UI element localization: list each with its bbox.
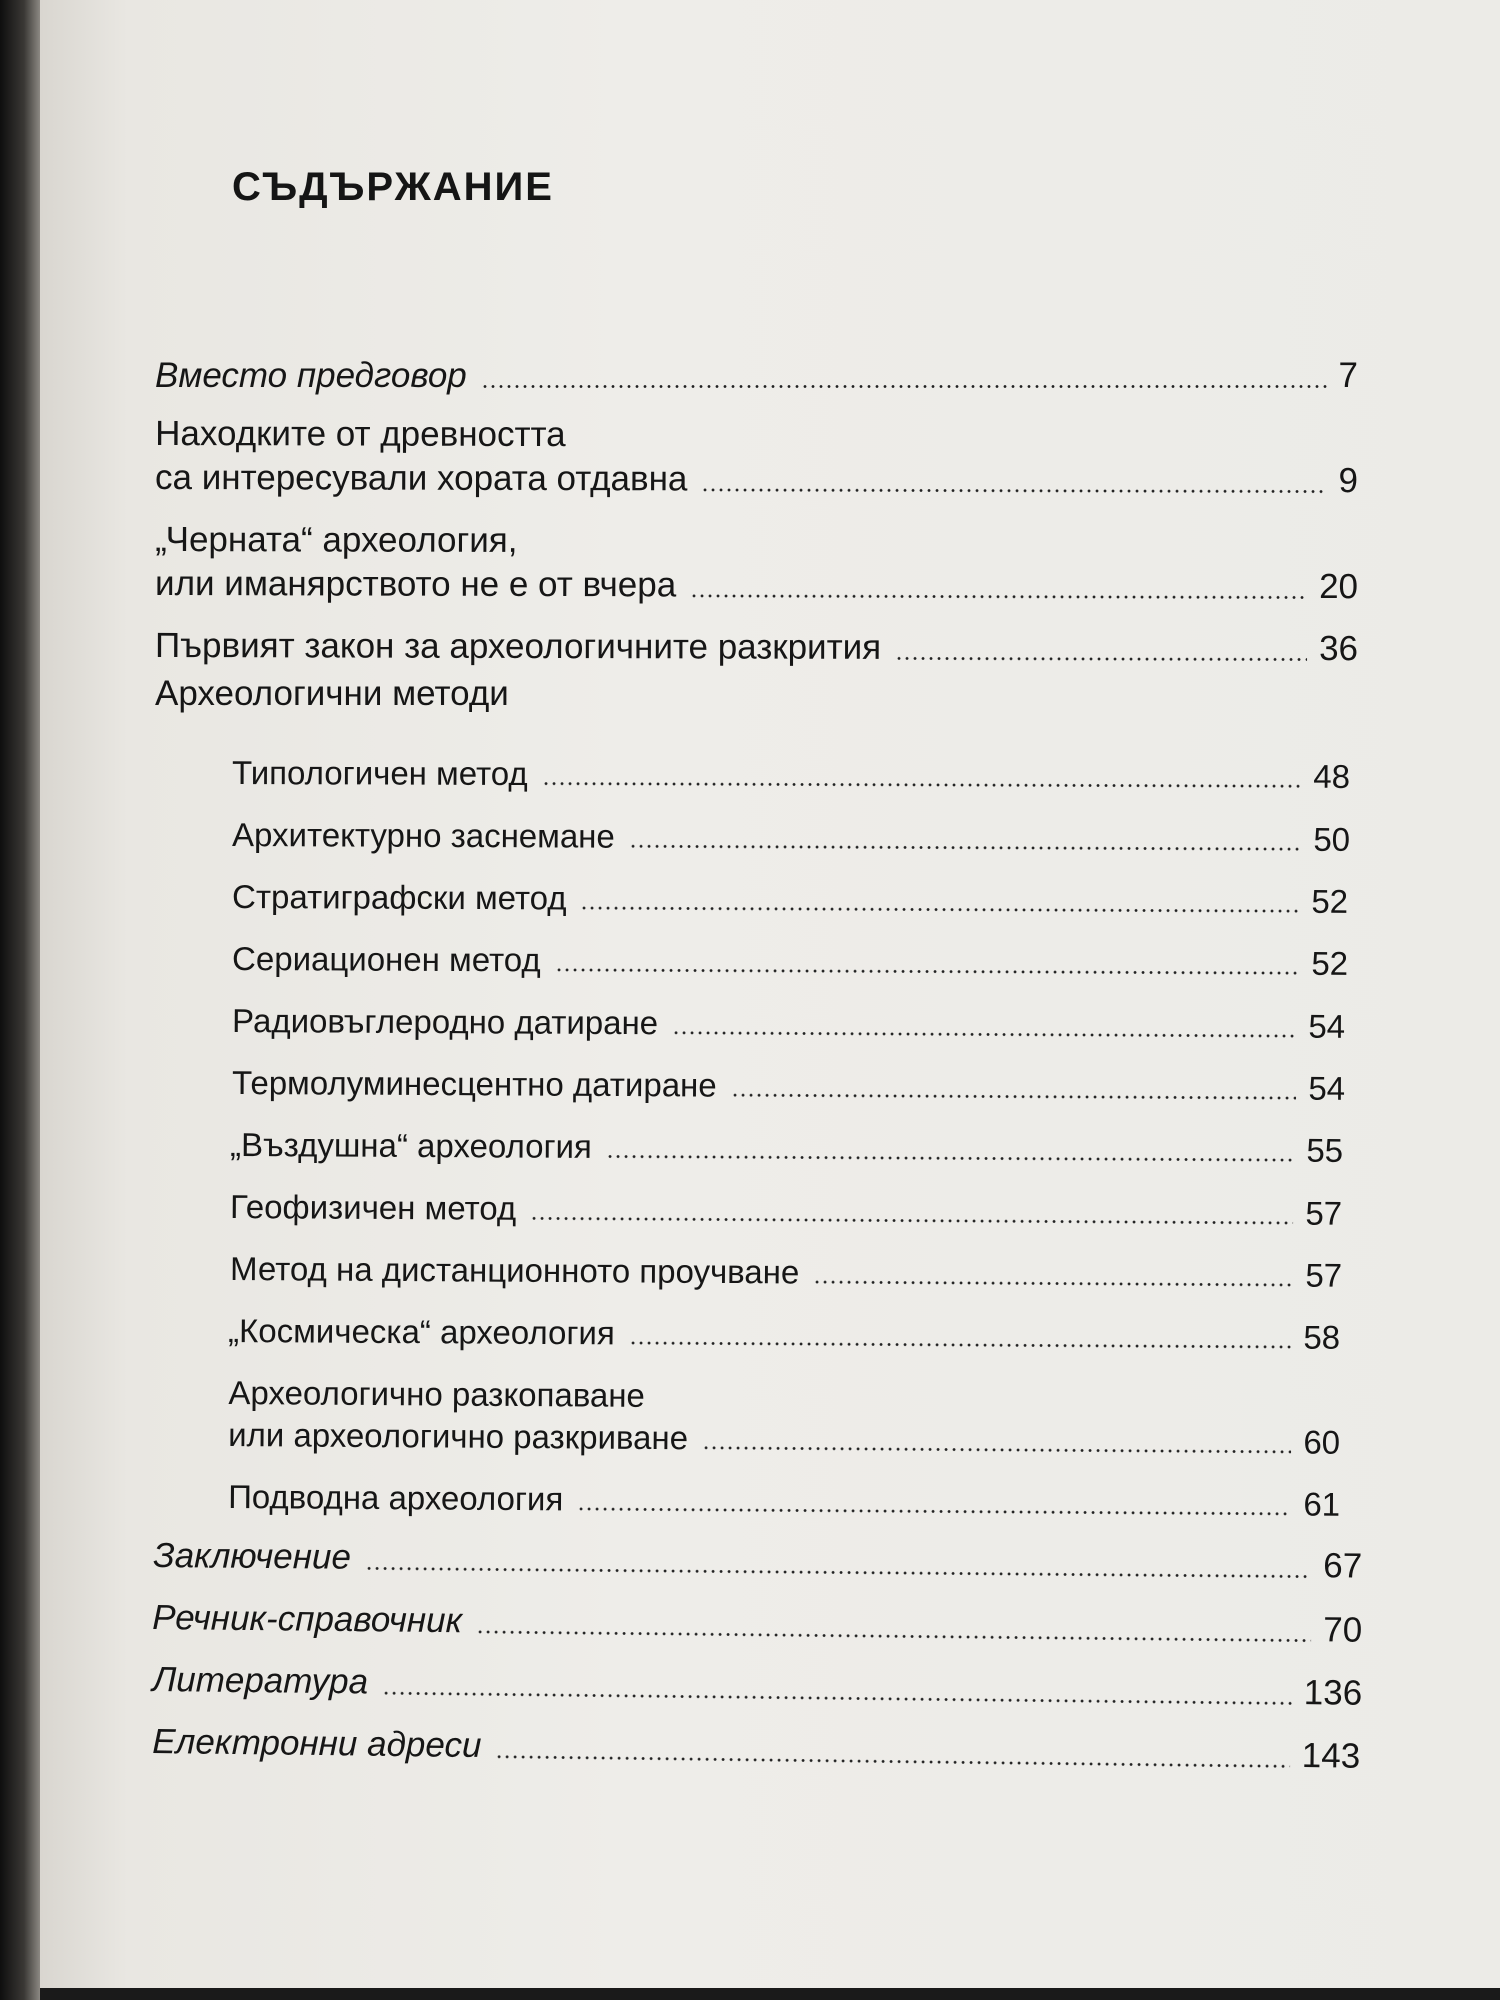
dot-leader <box>606 1155 1295 1162</box>
toc-page-number: 50 <box>1313 820 1351 858</box>
dot-leader <box>481 385 1327 388</box>
toc-entry <box>155 624 1358 671</box>
toc-entry-title: Подводна археология <box>228 1478 564 1518</box>
dot-leader <box>555 968 1300 974</box>
dot-leader <box>476 1630 1311 1642</box>
toc-page-number: 54 <box>1308 1069 1346 1107</box>
toc-page-number: 7 <box>1338 356 1358 395</box>
toc-page-number: 61 <box>1303 1485 1341 1523</box>
dot-leader <box>577 1507 1291 1515</box>
toc-entry-title: Архитектурно заснемане <box>232 816 615 855</box>
toc-entry <box>155 672 1358 716</box>
toc-page-number: 52 <box>1311 882 1349 920</box>
dot-leader <box>382 1692 1292 1705</box>
toc-entry-title: Археологични методи <box>155 674 509 713</box>
toc-entry <box>228 1310 1340 1359</box>
dot-leader <box>581 907 1300 913</box>
dot-leader <box>702 1446 1291 1453</box>
toc-entry-title: Типологичен метод <box>232 754 528 793</box>
toc-page-number: 60 <box>1303 1423 1341 1461</box>
toc-entry-title: Стратиграфски метод <box>232 878 567 917</box>
toc-entry-title: „Въздушна“ археология <box>230 1126 592 1165</box>
toc-entry-title: Заключение <box>153 1536 352 1577</box>
toc-entry <box>155 354 1358 398</box>
toc-entry <box>155 412 1358 503</box>
toc-page-number: 136 <box>1303 1673 1363 1713</box>
dot-leader <box>495 1755 1289 1768</box>
dot-leader <box>895 657 1307 661</box>
toc-page-number: 55 <box>1306 1131 1344 1169</box>
toc-page-number: 52 <box>1311 944 1349 982</box>
toc-page-number: 57 <box>1305 1194 1343 1232</box>
toc-page-number: 67 <box>1323 1546 1363 1586</box>
toc-entry <box>155 518 1358 609</box>
dot-leader <box>542 782 1302 788</box>
dot-leader <box>629 845 1302 851</box>
dot-leader <box>629 1341 1292 1348</box>
toc-entry-title: Литература <box>152 1660 369 1702</box>
toc-entry <box>152 1596 1362 1653</box>
toc-page-number: 48 <box>1313 757 1351 795</box>
toc-entry-title: Находките от древността са интересували хората отдавна <box>155 414 688 499</box>
toc-page-number: 54 <box>1308 1007 1346 1045</box>
toc-entry <box>232 1000 1345 1048</box>
toc-entry-title: Сериационен метод <box>232 940 541 979</box>
toc-entry <box>230 1186 1342 1235</box>
dot-leader <box>813 1281 1293 1287</box>
toc-entry-title: Електронни адреси <box>152 1722 482 1766</box>
toc-entry-title: Термолуминесцентно датиране <box>232 1064 717 1104</box>
toc-page-number: 70 <box>1323 1610 1363 1650</box>
toc-entry <box>232 1062 1345 1110</box>
toc-page-number: 143 <box>1301 1736 1361 1776</box>
toc-entry-title: Вместо предговор <box>155 356 467 395</box>
toc-page-number: 20 <box>1319 567 1359 607</box>
toc-entry-title: Радиовъглеродно датиране <box>232 1002 659 1042</box>
toc-page-number: 57 <box>1305 1256 1343 1294</box>
toc-entry <box>230 1248 1342 1297</box>
toc-entry <box>232 938 1348 985</box>
toc-entry-title: Речник-справочник <box>152 1598 463 1641</box>
toc-entry <box>228 1372 1341 1464</box>
toc-entry-title: „Черната“ археология, или иманярството не е от вчера <box>155 520 677 605</box>
toc-entry-title: „Космическа“ археология <box>228 1312 615 1352</box>
page-title: СЪДЪРЖАНИЕ <box>232 165 554 209</box>
toc-entry-title: Първият закон за археологичните разкрития <box>155 626 882 667</box>
toc-page-number: 36 <box>1319 629 1359 669</box>
dot-leader <box>701 488 1326 493</box>
dot-leader <box>672 1031 1296 1037</box>
toc-page-number: 58 <box>1303 1318 1341 1356</box>
dot-leader <box>530 1217 1293 1225</box>
toc-entry <box>152 1658 1362 1716</box>
dot-leader <box>731 1094 1297 1100</box>
toc-entry <box>232 752 1350 798</box>
toc-entry <box>230 1124 1343 1172</box>
toc-entry-title: Археологично разкопаване или археологично разкриване <box>228 1374 689 1457</box>
dot-leader <box>365 1567 1311 1578</box>
toc-entry-title: Метод на дистанционното проучване <box>230 1250 800 1291</box>
toc-entry <box>232 814 1350 861</box>
toc-entry <box>153 1534 1362 1589</box>
dot-leader <box>690 594 1307 599</box>
toc-entry <box>232 876 1348 923</box>
toc-entry <box>152 1720 1360 1779</box>
toc-entry <box>228 1476 1340 1526</box>
toc-entry-title: Геофизичен метод <box>230 1188 517 1227</box>
toc-page-number: 9 <box>1338 461 1359 501</box>
